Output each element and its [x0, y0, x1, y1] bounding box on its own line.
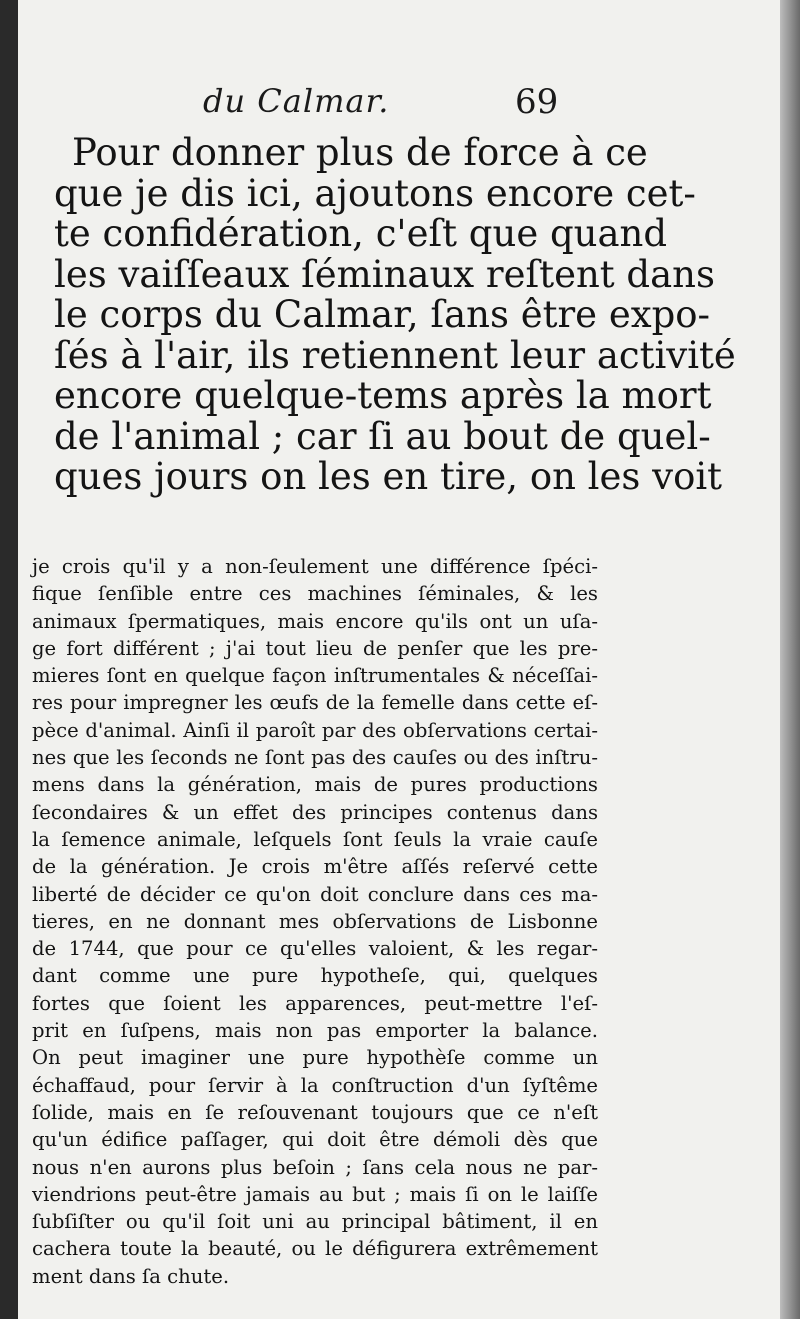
- note-line: dant comme une pure hypotheſe, qui, quelques: [32, 964, 598, 988]
- note-line: liberté de décider ce qu'on doit conclure dans ces ma-: [32, 882, 598, 906]
- note-line: qu'un édifice paſſager, qui doit être démoli dès que: [32, 1128, 598, 1152]
- note-line: échaffaud, pour ſervir à la conſtruction d'un ſyſtême: [32, 1073, 598, 1097]
- note-line: On peut imaginer une pure hypothèſe comme un: [32, 1046, 598, 1070]
- note-line: de 1744, que pour ce qu'elles valoient, & les regar-: [32, 937, 598, 961]
- note-line: mens dans la génération, mais de pures productions: [32, 773, 598, 797]
- main-paragraph: [54, 131, 736, 498]
- text-line: ſés à l'air, ils retiennent leur activité: [54, 333, 736, 377]
- note-line: fortes que ſoient les apparences, peut-mettre l'eſ-: [32, 991, 598, 1015]
- text-line: te confidération, c'eſt que quand: [54, 212, 668, 255]
- note-line: cachera toute la beauté, ou le défigurera extrêmement: [32, 1237, 598, 1261]
- book-page: [18, 0, 780, 1319]
- page-edge-shadow: [780, 0, 800, 1319]
- note-line: ment dans ſa chute.: [32, 1264, 230, 1288]
- footnote-block: [32, 553, 598, 1290]
- running-title: du Calmar.: [203, 82, 390, 120]
- page-number: 69: [515, 82, 559, 122]
- text-line: Pour donner plus de force à ce: [72, 131, 648, 174]
- note-line: viendrions peut-être jamais au but ; mais ſi on le laiſſe: [32, 1182, 598, 1206]
- note-line: la ſemence animale, leſquels ſont ſeuls la vraie cauſe: [32, 827, 598, 851]
- note-line: je crois qu'il y a non-ſeulement une différence ſpéci-: [32, 555, 598, 578]
- note-line: ſecondaires & un effet des principes contenus dans: [32, 800, 598, 824]
- note-line: res pour impregner les œufs de la femelle dans cette eſ-: [32, 691, 598, 715]
- note-line: animaux ſpermatiques, mais encore qu'ils ont un uſa-: [32, 609, 598, 633]
- note-line: prit en ſuſpens, mais non pas emporter la balance.: [32, 1019, 598, 1043]
- text-line: encore quelque-tems après la mort: [54, 374, 712, 417]
- note-line: ſolide, mais en ſe reſouvenant toujours que ce n'eſt: [32, 1100, 598, 1124]
- note-line: tieres, en ne donnant mes obſervations de Lisbonne: [32, 909, 598, 933]
- note-line: pèce d'animal. Ainſi il paroît par des obſervations certai-: [32, 718, 598, 742]
- note-line: mieres ſont en quelque façon inſtrumentales & néceſſai-: [32, 664, 598, 688]
- note-line: de la génération. Je crois m'être aſſés reſervé cette: [32, 855, 598, 879]
- note-line: nes que les ſeconds ne ſont pas des cauſes ou des inſtru-: [32, 746, 598, 770]
- text-line: de l'animal ; car ſi au bout de quel-: [54, 414, 711, 458]
- text-line: le corps du Calmar, ſans être expo-: [54, 293, 711, 336]
- page-header: [18, 82, 780, 132]
- text-line: ques jours on les en tire, on les voit: [54, 455, 723, 498]
- text-line: les vaiſſeaux ſéminaux reſtent dans: [54, 252, 715, 296]
- note-line: nous n'en aurons plus beſoin ; ſans cela nous ne par-: [32, 1155, 598, 1179]
- note-line: ſubſiſter ou qu'il ſoit uni au principal bâtiment, il en: [32, 1210, 598, 1234]
- note-line: fique ſenſible entre ces machines ſéminales, & les: [32, 582, 598, 606]
- text-line: que je dis ici, ajoutons encore cet-: [54, 171, 696, 215]
- note-line: ge fort différent ; j'ai tout lieu de penſer que les pre-: [32, 636, 598, 660]
